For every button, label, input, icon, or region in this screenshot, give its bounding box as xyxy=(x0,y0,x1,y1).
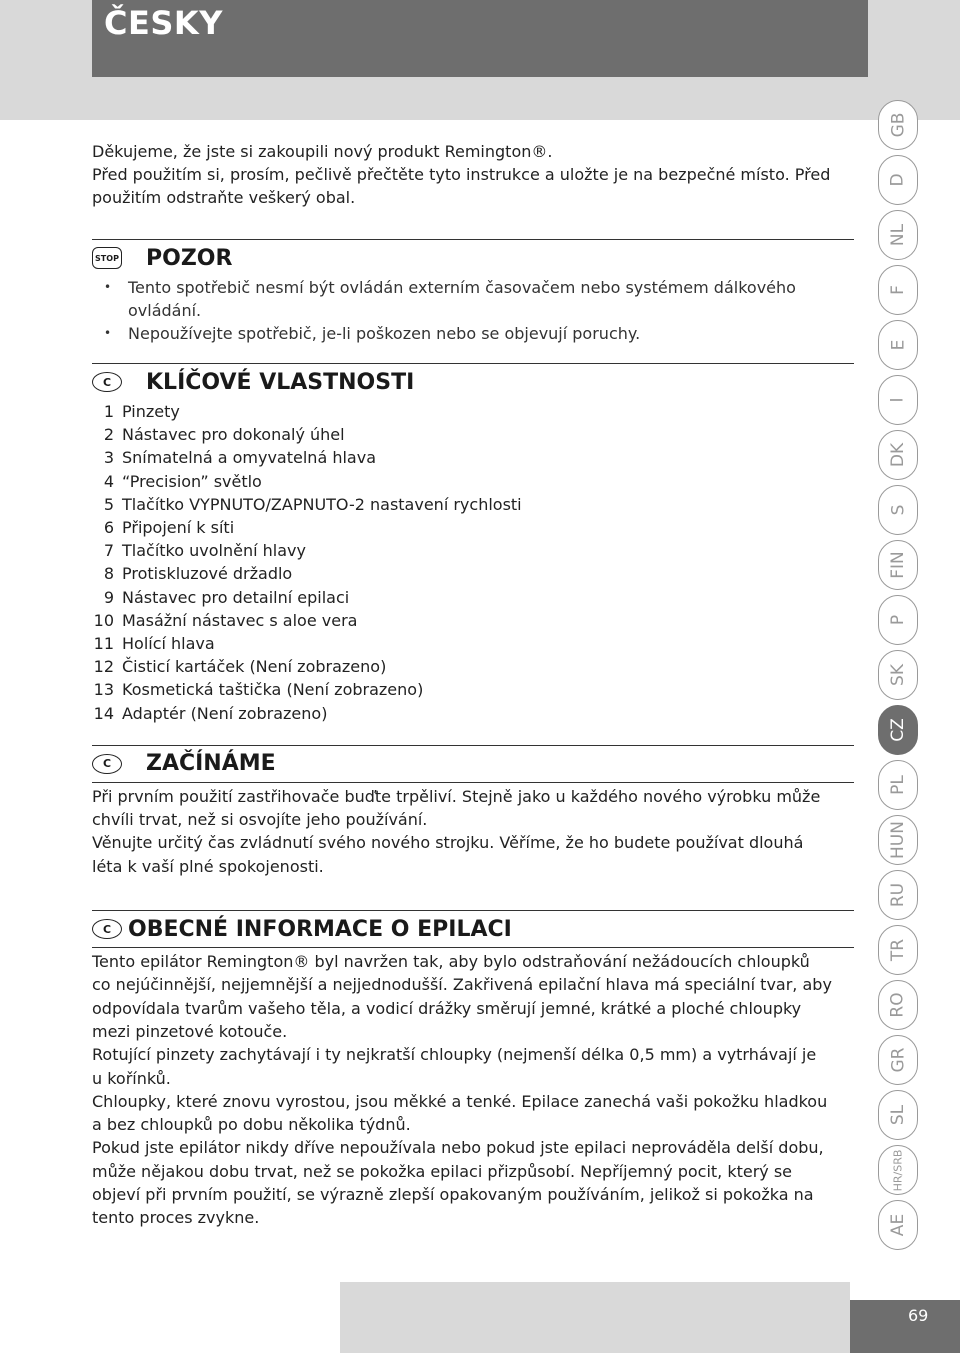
language-tab-i[interactable] xyxy=(878,375,918,425)
language-tab-label: GR xyxy=(888,1047,908,1073)
page-number: 69 xyxy=(908,1306,929,1325)
feature-item xyxy=(92,678,854,701)
language-tab-ae[interactable] xyxy=(878,1200,918,1250)
language-tab-label: GB xyxy=(888,112,908,138)
language-tab-e[interactable] xyxy=(878,320,918,370)
language-tab-label: SL xyxy=(887,1104,908,1126)
language-tab-hr-srb[interactable] xyxy=(878,1145,918,1195)
feature-text: Tlačítko VYPNUTO/ZAPNUTO-2 nastavení rychlosti xyxy=(122,494,522,514)
language-tab-label: DK xyxy=(888,442,908,468)
text-line: Věnujte určitý čas zvládnutí svého nového strojku. Věříme, že ho budete používat dlouhá xyxy=(92,833,804,853)
language-tab-ro[interactable] xyxy=(878,980,918,1030)
language-tab-label: F xyxy=(888,285,908,295)
language-tab-pl[interactable] xyxy=(878,760,918,810)
feature-text: Snímatelná a omyvatelná hlava xyxy=(122,448,376,468)
language-tab-label: FIN xyxy=(887,551,908,579)
section-title: POZOR xyxy=(146,245,233,271)
feature-text: Protiskluzové držadlo xyxy=(122,564,293,584)
feature-item xyxy=(92,586,854,609)
bullet-line: Tento spotřebič nesmí být ovládán externím časovačem nebo systémem dálkového xyxy=(128,278,796,297)
language-tab-label: HR/SRB xyxy=(891,1149,905,1191)
language-tab-fin[interactable] xyxy=(878,540,918,590)
feature-text: Nástavec pro dokonalý úhel xyxy=(122,425,345,445)
list-item xyxy=(92,276,854,322)
feature-text: Nástavec pro detailní epilaci xyxy=(122,587,350,607)
text-line: mezi pinzetové kotouče. xyxy=(92,1021,288,1041)
language-tab-label: E xyxy=(888,339,908,351)
section-title: ZAČÍNÁME xyxy=(146,751,276,777)
feature-number: 14 xyxy=(93,703,114,723)
bullet-line: ovládání. xyxy=(128,301,202,320)
language-tab-gb[interactable] xyxy=(878,100,918,150)
feature-number: 12 xyxy=(93,657,114,677)
language-tab-d[interactable] xyxy=(878,155,918,205)
text-line: co nejúčinnější, nejjemnější a nejjednodušší. Zakřivená epilační hlava má speciální tvar, aby xyxy=(92,975,832,995)
feature-text: Pinzety xyxy=(122,402,180,421)
start-text xyxy=(92,785,854,878)
feature-number: 6 xyxy=(103,518,114,538)
warning-list xyxy=(92,276,854,345)
language-tab-s[interactable] xyxy=(878,485,918,535)
text-line: Při prvním použití zastřihovače buďte trpěliví. Stejně jako u každého nového výrobku může xyxy=(92,786,821,806)
text-line: léta k vaší plné spokojenosti. xyxy=(92,856,324,876)
feature-number: 8 xyxy=(103,564,114,584)
page-title: ČESKY xyxy=(104,4,223,42)
features-list xyxy=(92,400,854,725)
language-tab-label: NL xyxy=(887,223,908,247)
feature-item xyxy=(92,423,854,446)
text-line: u kořínků. xyxy=(92,1068,171,1088)
language-tab-sk[interactable] xyxy=(878,650,918,700)
language-tab-label: I xyxy=(887,397,908,403)
feature-text: Tlačítko uvolnění hlavy xyxy=(122,541,306,561)
list-item xyxy=(92,322,854,345)
feature-number: 11 xyxy=(93,634,114,654)
footer-band xyxy=(340,1282,850,1353)
language-tabs xyxy=(878,100,922,1260)
text-line: Pokud jste epilátor nikdy dříve nepoužívala nebo pokud jste epilaci neprováděla delší dobu, xyxy=(92,1138,824,1158)
language-tab-sl[interactable] xyxy=(878,1090,918,1140)
language-tab-label: P xyxy=(887,614,908,626)
intro-line: použitím odstraňte veškerý obal. xyxy=(92,188,356,207)
language-tab-gr[interactable] xyxy=(878,1035,918,1085)
feature-item xyxy=(92,609,854,632)
text-line: odpovídala tvarům vašeho těla, a vodicí drážky směrují jemné, krátké a ploché chloupky xyxy=(92,998,802,1018)
language-tab-ru[interactable] xyxy=(878,870,918,920)
language-tab-label: RU xyxy=(887,882,908,908)
language-tab-label: RO xyxy=(887,992,908,1018)
language-tab-label: TR xyxy=(887,938,908,962)
text-line: Rotující pinzety zachytávají i ty nejkratší chloupky (nejmenší délka 0,5 mm) a vytrhávají je xyxy=(92,1045,817,1065)
language-tab-nl[interactable] xyxy=(878,210,918,260)
header-bar xyxy=(92,0,868,77)
section-heading-general xyxy=(92,911,854,947)
feature-number: 9 xyxy=(103,587,114,607)
text-line: Tento epilátor Remington® byl navržen tak, aby bylo odstraňování nežádoucích chloupků xyxy=(92,952,810,972)
feature-item xyxy=(92,470,854,493)
section-c-icon: C xyxy=(92,919,122,939)
language-tab-label: S xyxy=(887,504,908,516)
feature-item xyxy=(92,702,854,725)
section-c-icon: C xyxy=(92,372,122,392)
feature-number: 1 xyxy=(103,402,114,421)
language-tab-hun[interactable] xyxy=(878,815,918,865)
feature-item xyxy=(92,493,854,516)
feature-text: Čisticí kartáček (Není zobrazeno) xyxy=(122,657,387,677)
language-tab-f[interactable] xyxy=(878,265,918,315)
feature-item xyxy=(92,632,854,655)
feature-item xyxy=(92,655,854,678)
main-content xyxy=(92,140,854,1230)
feature-number: 4 xyxy=(103,471,114,491)
language-tab-label: AE xyxy=(888,1213,908,1237)
feature-text: Adaptér (Není zobrazeno) xyxy=(122,703,328,723)
stop-icon: STOP xyxy=(92,247,122,269)
feature-text: Holící hlava xyxy=(122,634,215,654)
feature-number: 5 xyxy=(103,494,114,514)
section-heading-features xyxy=(92,364,854,400)
intro-text xyxy=(92,140,854,209)
section-c-icon: C xyxy=(92,754,122,774)
feature-item xyxy=(92,539,854,562)
language-tab-p[interactable] xyxy=(878,595,918,645)
page-number-box xyxy=(850,1300,960,1353)
text-line: může nějakou dobu trvat, než se pokožka epilaci přizpůsobí. Nepříjemný pocit, který se xyxy=(92,1161,793,1181)
feature-number: 3 xyxy=(103,448,114,468)
feature-text: Připojení k síti xyxy=(122,518,235,538)
section-heading-start xyxy=(92,746,854,782)
feature-number: 10 xyxy=(93,610,114,630)
language-tab-label: SK xyxy=(887,664,908,686)
language-tab-label: CZ xyxy=(888,718,908,742)
text-line: tento proces zvykne. xyxy=(92,1208,260,1228)
text-line: objeví při prvním použití, se výrazně zlepší opakovaným používáním, jelikož si pokožka na xyxy=(92,1185,814,1204)
text-line: chvíli trvat, než si osvojíte jeho používání. xyxy=(92,810,428,830)
feature-item xyxy=(92,516,854,539)
text-line: a bez chloupků po dobu několika týdnů. xyxy=(92,1115,411,1135)
feature-number: 13 xyxy=(93,680,114,700)
intro-line: Děkujeme, že jste si zakoupili nový produkt Remington®. xyxy=(92,142,553,161)
section-divider xyxy=(92,782,854,783)
language-tab-label: HUN xyxy=(887,821,908,859)
feature-text: “Precision” světlo xyxy=(122,471,262,491)
language-tab-tr[interactable] xyxy=(878,925,918,975)
feature-item xyxy=(92,400,854,423)
section-title: OBECNÉ INFORMACE O EPILACI xyxy=(128,916,512,942)
bullet-line: Nepoužívejte spotřebič, je-li poškozen nebo se objevují poruchy. xyxy=(128,324,641,343)
feature-text: Masážní nástavec s aloe vera xyxy=(122,610,358,630)
language-tab-dk[interactable] xyxy=(878,430,918,480)
feature-item xyxy=(92,446,854,469)
intro-line: Před použitím si, prosím, pečlivě přečtěte tyto instrukce a uložte je na bezpečné místo. Před xyxy=(92,165,831,184)
section-divider xyxy=(92,947,854,948)
section-title: KLÍČOVÉ VLASTNOSTI xyxy=(146,369,415,395)
language-tab-label: D xyxy=(888,173,908,187)
language-tab-cz[interactable] xyxy=(878,705,918,755)
section-heading-pozor xyxy=(92,240,854,276)
feature-text: Kosmetická taštička (Není zobrazeno) xyxy=(122,680,424,700)
feature-number: 7 xyxy=(103,541,114,561)
feature-number: 2 xyxy=(103,425,114,445)
general-text xyxy=(92,950,854,1230)
feature-item xyxy=(92,562,854,585)
language-tab-label: PL xyxy=(887,775,908,795)
text-line: Chloupky, které znovu vyrostou, jsou měkké a tenké. Epilace zanechá vaši pokožku hladkou xyxy=(92,1091,828,1111)
